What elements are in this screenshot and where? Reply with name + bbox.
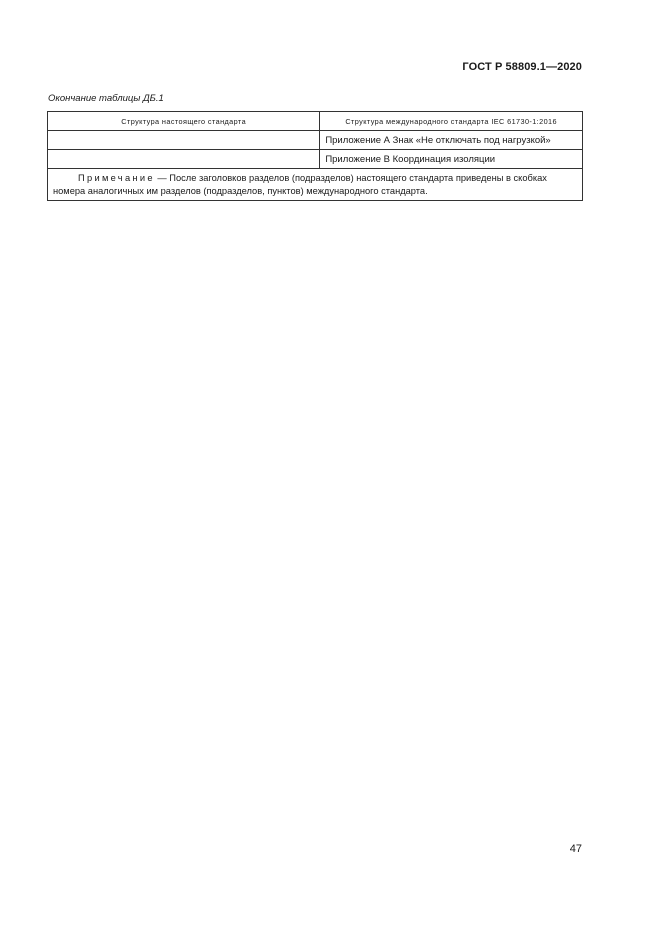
table-cell-international: Приложение А Знак «Не отключать под нагрузкой»: [320, 131, 583, 150]
table-row: [48, 131, 583, 150]
structure-table-container: [47, 111, 583, 201]
standard-code-header: ГОСТ Р 58809.1—2020: [462, 61, 582, 73]
column-header-international: Структура международного стандарта IEC 61730-1:2016: [320, 112, 583, 131]
table-note-row: [48, 169, 583, 201]
table-cell-national: [48, 150, 320, 169]
note-label: Примечание: [78, 173, 155, 183]
table-cell-national: [48, 131, 320, 150]
note-dash: —: [154, 173, 170, 183]
table-cell-international: Приложение В Координация изоляции: [320, 150, 583, 169]
table-header-row: [48, 112, 583, 131]
structure-comparison-table: [47, 111, 583, 201]
table-note: [48, 169, 583, 201]
note-text: После заголовков разделов (подразделов) настоящего стандарта приведены в скобках номера аналогичных им разделов (подразделов, пунктов) международного стандарта.: [53, 173, 547, 196]
column-header-national: Структура настоящего стандарта: [48, 112, 320, 131]
page-number: 47: [569, 843, 582, 855]
table-caption: Окончание таблицы ДБ.1: [48, 93, 164, 104]
table-row: [48, 150, 583, 169]
